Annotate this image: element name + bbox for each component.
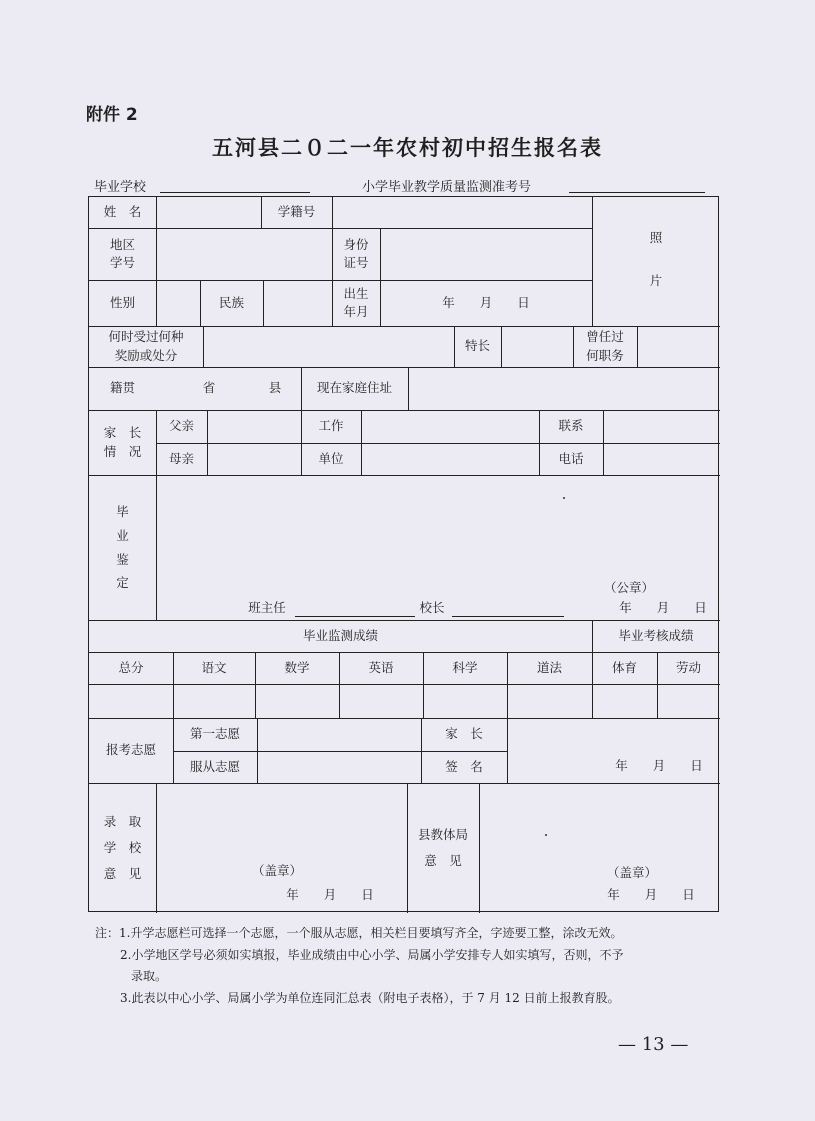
position-label: 曾任过 何职务 <box>586 329 624 363</box>
head-teacher-label: 班主任 <box>248 599 286 615</box>
first-choice-field[interactable] <box>257 718 421 751</box>
score-math-field[interactable] <box>255 684 339 718</box>
subject-morality-law: 道法 <box>536 659 562 675</box>
native-place-label: 籍贯 <box>109 380 135 396</box>
parent-signature-label-top: 家 长 <box>445 726 483 742</box>
photo-label-top: 照 <box>649 229 663 245</box>
note-2-continued: 录取。 <box>131 969 168 983</box>
admission-stamp-label: （盖章） <box>251 862 302 878</box>
subject-english: 英语 <box>368 659 394 675</box>
score-english-field[interactable] <box>339 684 423 718</box>
region-number-label: 地区 学号 <box>109 236 135 270</box>
graduation-school-label: 毕业学校 <box>94 180 147 195</box>
home-address-label: 现在家庭住址 <box>316 380 392 396</box>
gender-field[interactable] <box>156 280 200 326</box>
parent-signature-date: 年 月 日 <box>615 757 703 773</box>
score-morality-law-field[interactable] <box>507 684 592 718</box>
name-field[interactable] <box>156 197 261 228</box>
mother-name-field[interactable] <box>207 443 301 475</box>
head-teacher-signature-line[interactable] <box>295 616 415 617</box>
form-title: 五河县二０二一年农村初中招生报名表 <box>212 135 603 160</box>
first-choice-label: 第一志愿 <box>189 726 240 742</box>
score-total-field[interactable] <box>89 684 173 718</box>
ethnicity-label: 民族 <box>218 294 244 310</box>
student-id-label: 学籍号 <box>277 204 316 220</box>
id-card-label: 身份 证号 <box>343 236 369 270</box>
score-chinese-field[interactable] <box>173 684 255 718</box>
score-labor-field[interactable] <box>657 684 720 718</box>
name-label: 姓 名 <box>103 204 142 220</box>
id-card-field[interactable] <box>380 228 592 280</box>
page-number: — 13 — <box>618 1034 689 1055</box>
father-name-field[interactable] <box>207 410 301 443</box>
parent-info-label: 家 长 情 况 <box>103 425 142 459</box>
photo-box[interactable] <box>592 197 720 326</box>
region-number-field[interactable] <box>156 228 332 280</box>
note-3: 3.此表以中心小学、局属小学为单位连同汇总表（附电子表格），于 7 月 12 日前上报教育股。 <box>120 991 620 1005</box>
scan-speck <box>545 834 547 836</box>
home-address-field[interactable] <box>408 367 720 410</box>
birth-label: 出生 年月 <box>343 285 369 319</box>
specialty-field[interactable] <box>501 326 573 367</box>
official-seal-label: （公章） <box>603 579 654 595</box>
exam-id-label: 小学毕业教学质量监测准考号 <box>362 180 532 195</box>
subject-science: 科学 <box>452 659 478 675</box>
score-science-field[interactable] <box>423 684 507 718</box>
specialty-label: 特长 <box>464 338 490 354</box>
county-label: 县 <box>268 380 282 396</box>
bureau-date: 年 月 日 <box>607 886 695 902</box>
contact-label: 联系 <box>558 418 584 434</box>
father-label: 父亲 <box>168 418 194 434</box>
principal-label: 校长 <box>419 599 445 615</box>
ethnicity-field[interactable] <box>263 280 332 326</box>
note-1: 注：1.升学志愿栏可选择一个志愿，一个服从志愿，相关栏目要填写齐全，字迹要工整，涂改无效。 <box>95 926 623 940</box>
work-label: 工作 <box>318 418 344 434</box>
exam-id-field[interactable] <box>569 192 705 193</box>
father-work-unit-field[interactable] <box>361 410 539 443</box>
note-2: 2.小学地区学号必须如实填报，毕业成绩由中心小学、局属小学安排专人如实填写，否则，不予 <box>120 948 624 962</box>
application-label: 报考志愿 <box>105 742 156 758</box>
subject-total: 总分 <box>118 659 144 675</box>
appraisal-date: 年 月 日 <box>619 599 707 615</box>
awards-label: 何时受过何种 奖励或处分 <box>108 329 184 363</box>
birth-date-field[interactable]: 年 月 日 <box>442 294 530 310</box>
county-bureau-opinion-label: 县教体局 意 见 <box>417 826 468 868</box>
phone-label: 电话 <box>558 450 584 466</box>
parent-signature-label-bottom: 签 名 <box>445 758 483 774</box>
scan-speck <box>563 497 565 499</box>
student-id-field[interactable] <box>332 197 592 228</box>
subject-math: 数学 <box>284 659 310 675</box>
principal-signature-line[interactable] <box>452 616 564 617</box>
registration-form-table <box>88 196 719 912</box>
obey-choice-field[interactable] <box>257 751 421 783</box>
admission-school-opinion-label: 录 取 学 校 意 见 <box>103 813 142 882</box>
unit-label: 单位 <box>318 450 344 466</box>
monitor-scores-header: 毕业监测成绩 <box>302 627 378 643</box>
photo-label-bottom: 片 <box>649 272 663 288</box>
mother-phone-field[interactable] <box>603 443 720 475</box>
attachment-label: 附件 2 <box>86 105 138 125</box>
mother-work-unit-field[interactable] <box>361 443 539 475</box>
admission-date: 年 月 日 <box>286 886 374 902</box>
assessment-scores-header: 毕业考核成绩 <box>618 627 694 643</box>
subject-chinese: 语文 <box>201 659 227 675</box>
graduation-appraisal-label: 毕业鉴定 <box>116 504 129 591</box>
position-field[interactable] <box>637 326 720 367</box>
province-label: 省 <box>202 380 216 396</box>
obey-choice-label: 服从志愿 <box>189 758 240 774</box>
awards-field[interactable] <box>203 326 454 367</box>
subject-labor: 劳动 <box>675 659 701 675</box>
bureau-stamp-label: （盖章） <box>606 864 657 880</box>
subject-pe: 体育 <box>611 659 637 675</box>
graduation-school-field[interactable] <box>160 192 310 193</box>
father-phone-field[interactable] <box>603 410 720 443</box>
gender-label: 性别 <box>109 294 135 310</box>
mother-label: 母亲 <box>168 450 194 466</box>
score-pe-field[interactable] <box>592 684 657 718</box>
